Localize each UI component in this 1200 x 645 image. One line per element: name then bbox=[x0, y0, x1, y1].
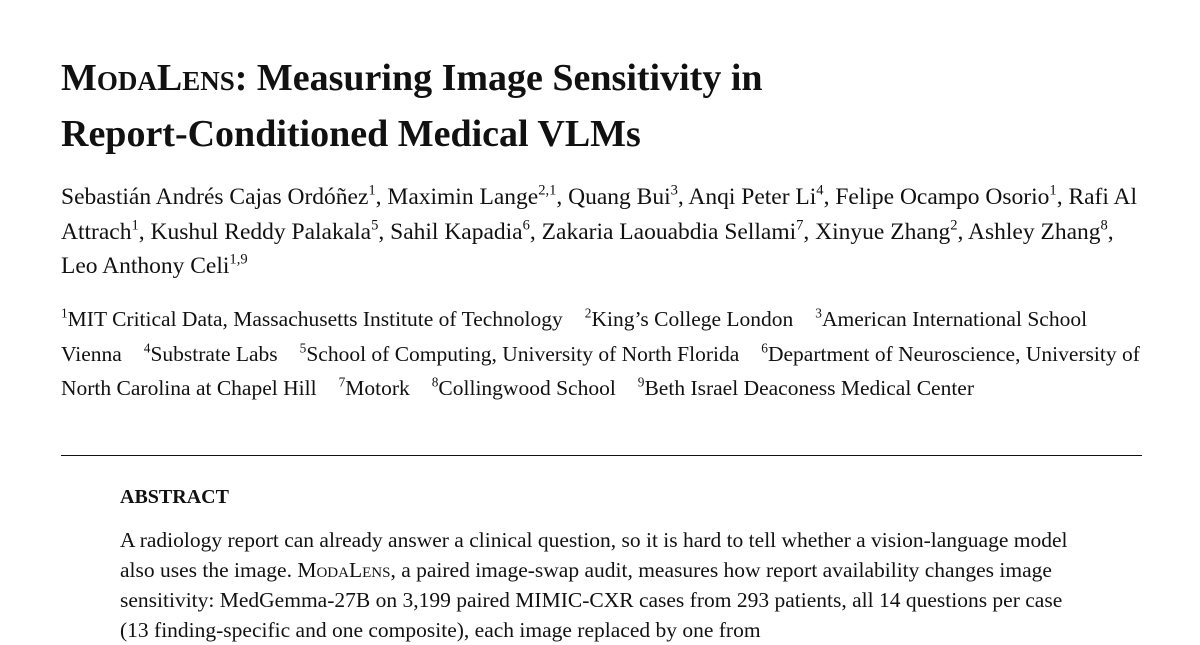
abstract-text bbox=[120, 525, 1085, 645]
author-item bbox=[968, 219, 1114, 245]
author-item bbox=[688, 184, 835, 210]
author-name: Rafi Al Attrach bbox=[61, 184, 1137, 245]
affiliation-item bbox=[299, 339, 740, 366]
author-name: Kushul Reddy Palakala bbox=[150, 218, 372, 245]
author-item bbox=[387, 184, 568, 210]
affiliation-item bbox=[638, 376, 974, 400]
author-name: Quang Bui bbox=[568, 184, 671, 210]
author-name: Ashley Zhang bbox=[968, 218, 1101, 245]
author-name: Sahil Kapadia bbox=[390, 218, 523, 245]
paper-title bbox=[61, 50, 1141, 162]
author-affiliation-mark: 1 bbox=[1049, 182, 1057, 199]
affiliation-text: Collingwood School bbox=[438, 376, 616, 400]
author-affiliation-mark: 2,1 bbox=[538, 182, 557, 199]
author-separator: , bbox=[1107, 218, 1114, 245]
affiliation-number: 3 bbox=[815, 305, 822, 321]
author-separator: , bbox=[556, 184, 569, 210]
affiliation-number: 9 bbox=[637, 374, 645, 390]
author-affiliation-mark: 7 bbox=[796, 217, 804, 234]
author-separator: , bbox=[823, 184, 836, 210]
affiliation-number: 7 bbox=[338, 374, 346, 390]
author-affiliation-mark: 2 bbox=[950, 217, 958, 234]
affiliation-number: 2 bbox=[584, 305, 592, 321]
abstract-part2: , a paired image-swap audit, measures how report availability changes image sensitivity: MedGemma-27B on 3,199 paired MIMIC-CXR cases from 293 patients, all 14 questions per case (13 finding-specific and one composite), each image replaced by one from bbox=[120, 558, 1063, 642]
author-item bbox=[542, 219, 816, 245]
author-separator: , bbox=[957, 218, 969, 245]
affiliation-item bbox=[143, 339, 278, 366]
author-name: Xinyue Zhang bbox=[815, 218, 951, 245]
author-name: Sebastián Andrés Cajas Ordóñez bbox=[61, 184, 369, 210]
affiliation-text: King’s College London bbox=[591, 307, 794, 331]
author-affiliation-mark: 1 bbox=[131, 217, 139, 234]
author-separator: , bbox=[375, 184, 388, 210]
title-model-name: ModaLens bbox=[61, 57, 235, 99]
affiliation-number: 1 bbox=[61, 305, 68, 321]
author-name: Felipe Ocampo Osorio bbox=[835, 184, 1050, 210]
author-affiliation-mark: 6 bbox=[522, 217, 530, 234]
affiliation-item bbox=[61, 307, 563, 331]
author-separator: , bbox=[1056, 184, 1069, 210]
author-item bbox=[835, 184, 1068, 210]
author-separator: , bbox=[677, 184, 689, 210]
author-affiliation-mark: 4 bbox=[816, 182, 824, 199]
title-line2: Report-Conditioned Medical VLMs bbox=[61, 113, 641, 155]
author-name: Leo Anthony Celi bbox=[61, 253, 230, 279]
author-affiliation-mark: 5 bbox=[371, 217, 379, 234]
author-list bbox=[61, 180, 1146, 284]
affiliation-number: 4 bbox=[143, 339, 151, 355]
author-name: Zakaria Laouabdia Sellami bbox=[541, 218, 797, 245]
author-affiliation-mark: 3 bbox=[670, 182, 678, 199]
author-item bbox=[390, 219, 542, 245]
author-separator: , bbox=[378, 218, 391, 245]
title-line1-rest: : Measuring Image Sensitivity in bbox=[234, 57, 763, 99]
affiliation-text: Beth Israel Deaconess Medical Center bbox=[644, 376, 975, 400]
author-item bbox=[61, 184, 387, 210]
author-separator: , bbox=[803, 218, 816, 245]
affiliation-item bbox=[432, 376, 616, 400]
author-name: Anqi Peter Li bbox=[688, 184, 817, 210]
abstract-part1: A radiology report can already answer a clinical question, so it is hard to tell whether a vision-language model also uses the image. bbox=[120, 528, 1068, 582]
author-separator: , bbox=[529, 218, 542, 245]
author-separator: , bbox=[138, 218, 151, 245]
abstract-model-name: ModaLens bbox=[297, 558, 391, 582]
affiliation-text: American International School Vienna bbox=[61, 307, 1088, 366]
author-item bbox=[815, 219, 968, 245]
header-divider bbox=[61, 455, 1142, 456]
author-affiliation-mark: 1 bbox=[368, 182, 376, 199]
affiliation-number: 5 bbox=[299, 339, 307, 355]
author-item bbox=[61, 253, 248, 279]
author-item bbox=[568, 184, 688, 210]
affiliation-number: 6 bbox=[761, 339, 768, 355]
author-name: Maximin Lange bbox=[387, 184, 539, 210]
affiliation-list bbox=[61, 302, 1146, 406]
affiliation-text: MIT Critical Data, Massachusetts Institute of Technology bbox=[67, 307, 563, 331]
affiliation-item bbox=[339, 376, 410, 400]
affiliation-text: Motork bbox=[345, 376, 410, 400]
affiliation-number: 8 bbox=[431, 374, 439, 390]
author-item bbox=[151, 219, 391, 245]
author-affiliation-mark: 1,9 bbox=[229, 251, 248, 268]
affiliation-text: Department of Neuroscience, University of North Carolina at Chapel Hill bbox=[61, 341, 1140, 400]
affiliation-text: Substrate Labs bbox=[150, 341, 278, 366]
affiliation-item bbox=[585, 307, 794, 331]
abstract-heading: ABSTRACT bbox=[120, 486, 229, 508]
affiliation-text: School of Computing, University of North Florida bbox=[306, 341, 740, 366]
author-affiliation-mark: 8 bbox=[1100, 217, 1108, 234]
